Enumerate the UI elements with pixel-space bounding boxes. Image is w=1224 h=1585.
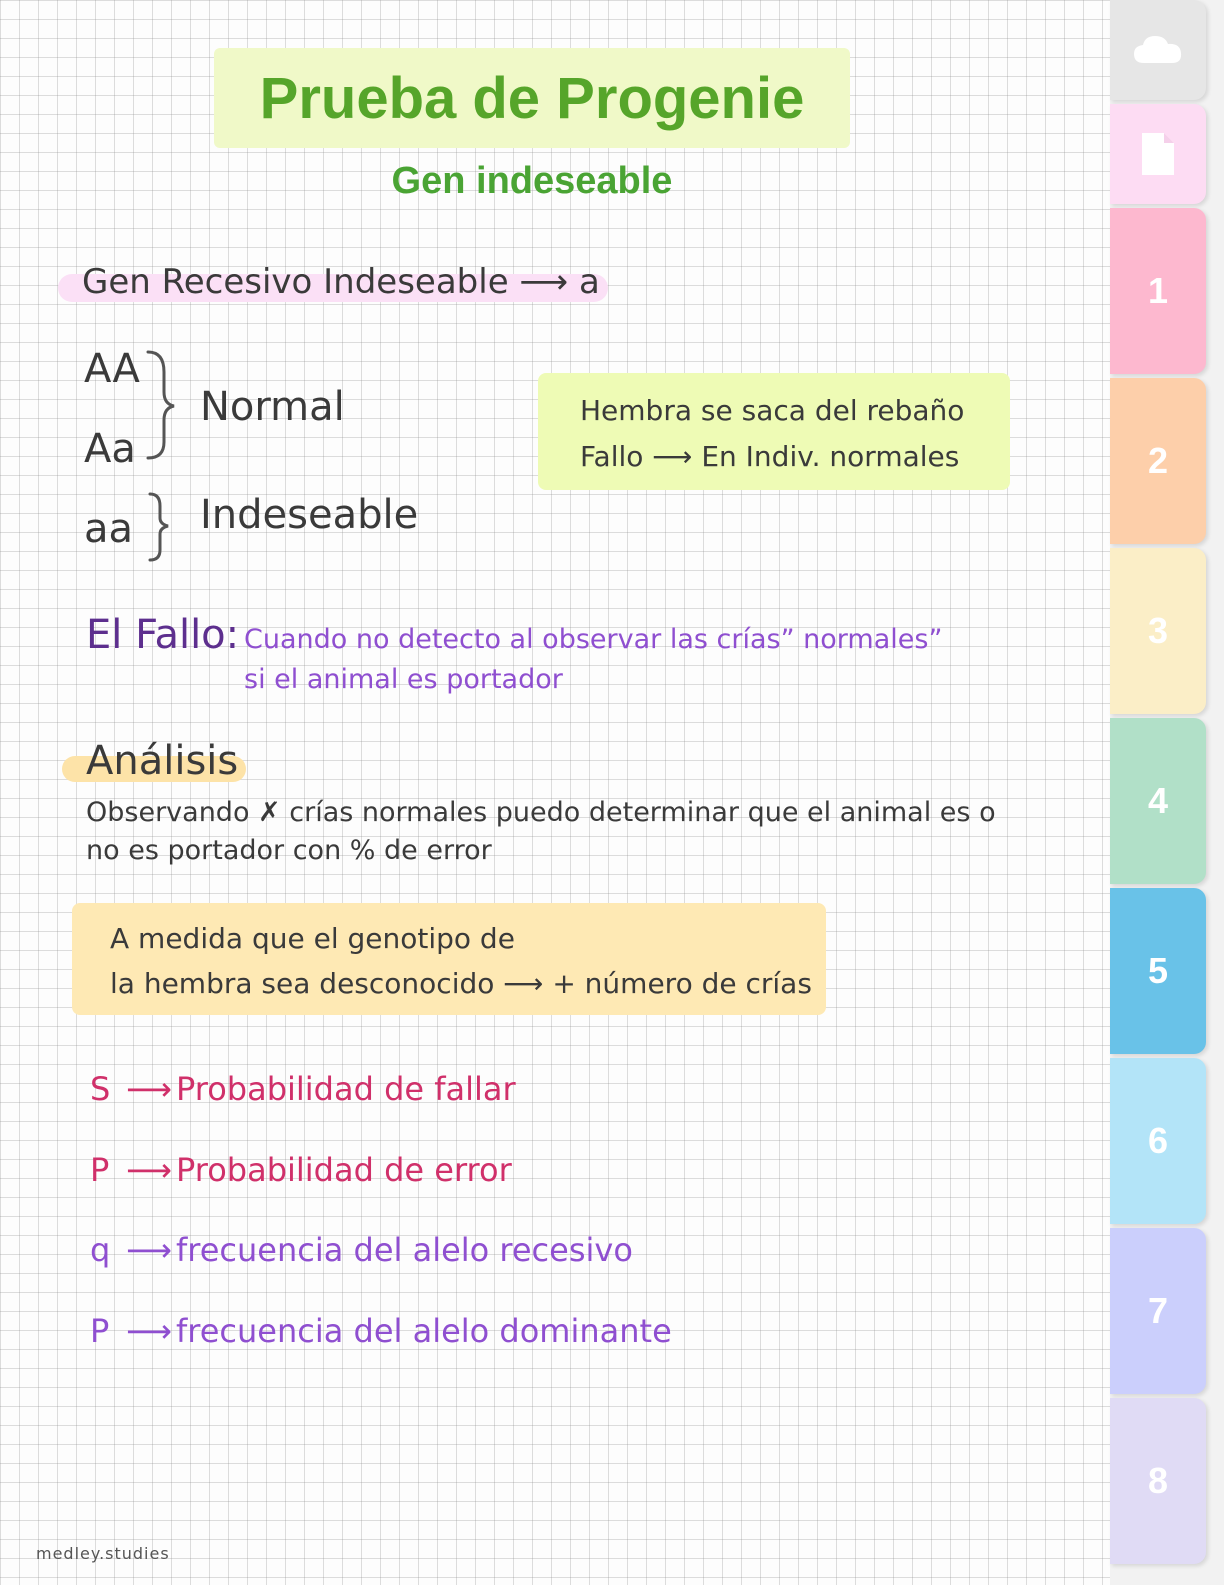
tab-4[interactable]: 4 [1110,718,1206,884]
definition-text: frecuencia del alelo dominante [176,1312,672,1350]
highlight-line-1: A medida que el genotipo de [110,922,515,955]
definition-key: P [90,1312,110,1350]
tab-1[interactable]: 1 [1110,208,1206,374]
definition-q [90,1231,633,1269]
tab-8[interactable]: 8 [1110,1398,1206,1564]
definition-text: Probabilidad de fallar [176,1070,516,1108]
page-subtitle: Gen indeseable [391,160,673,202]
undesirable-label: Indeseable [200,492,419,538]
genotype-aa: aa [84,506,134,552]
analisis-heading: Análisis [86,738,239,784]
normal-brace-icon [148,352,174,458]
tab-3[interactable]: 3 [1110,548,1206,714]
note-box-text [580,388,964,480]
tab-7[interactable]: 7 [1110,1228,1206,1394]
definition-key: q [90,1231,111,1269]
normal-label: Normal [200,384,345,430]
definition-text: Probabilidad de error [176,1151,512,1189]
tab-2[interactable]: 2 [1110,378,1206,544]
arrow-icon: ⟶ [126,1231,172,1269]
fallo-line-1: Cuando no detecto al observar las crías” normales” [244,624,943,655]
title-box [214,48,850,148]
tab-5[interactable]: 5 [1110,888,1206,1054]
genotype-Aa: Aa [84,426,136,472]
definition-key: P [90,1151,110,1189]
definition-key: S [90,1070,111,1108]
footer-watermark: medley.studies [36,1544,170,1563]
tab-cloud[interactable] [1110,0,1206,100]
note-line-1: Hembra se saca del rebaño [580,394,965,427]
fallo-heading: El Fallo: [86,612,240,658]
definition-p-dominant [90,1312,672,1350]
recessive-gene-line: Gen Recesivo Indeseable ⟶ a [82,262,600,302]
definition-text: frecuencia del alelo recesivo [176,1231,633,1269]
highlight-box-text [110,916,812,1006]
fallo-line-2: si el animal es portador [244,664,563,695]
definition-P-error [90,1151,512,1189]
highlight-line-2: la hembra sea desconocido ⟶ + número de crías [110,967,812,1000]
note-line-2: Fallo ⟶ En Indiv. normales [580,440,960,473]
fallo-text [244,620,942,700]
tab-document[interactable] [1110,104,1206,204]
arrow-icon: ⟶ [126,1151,172,1189]
arrow-icon: ⟶ [126,1312,172,1350]
definition-S [90,1070,516,1108]
undesirable-brace-icon [150,494,168,560]
analisis-text: Observando ✗ crías normales puedo determinar que el animal es o no es portador con % de error [86,797,996,866]
cloud-icon [1132,33,1184,67]
brace-icons [140,346,180,566]
document-icon [1138,131,1178,177]
section-tabs [1110,0,1224,1585]
arrow-icon: ⟶ [126,1070,172,1108]
page-title: Prueba de Progenie [259,65,805,131]
genotype-AA: AA [84,346,140,392]
tab-6[interactable]: 6 [1110,1058,1206,1224]
